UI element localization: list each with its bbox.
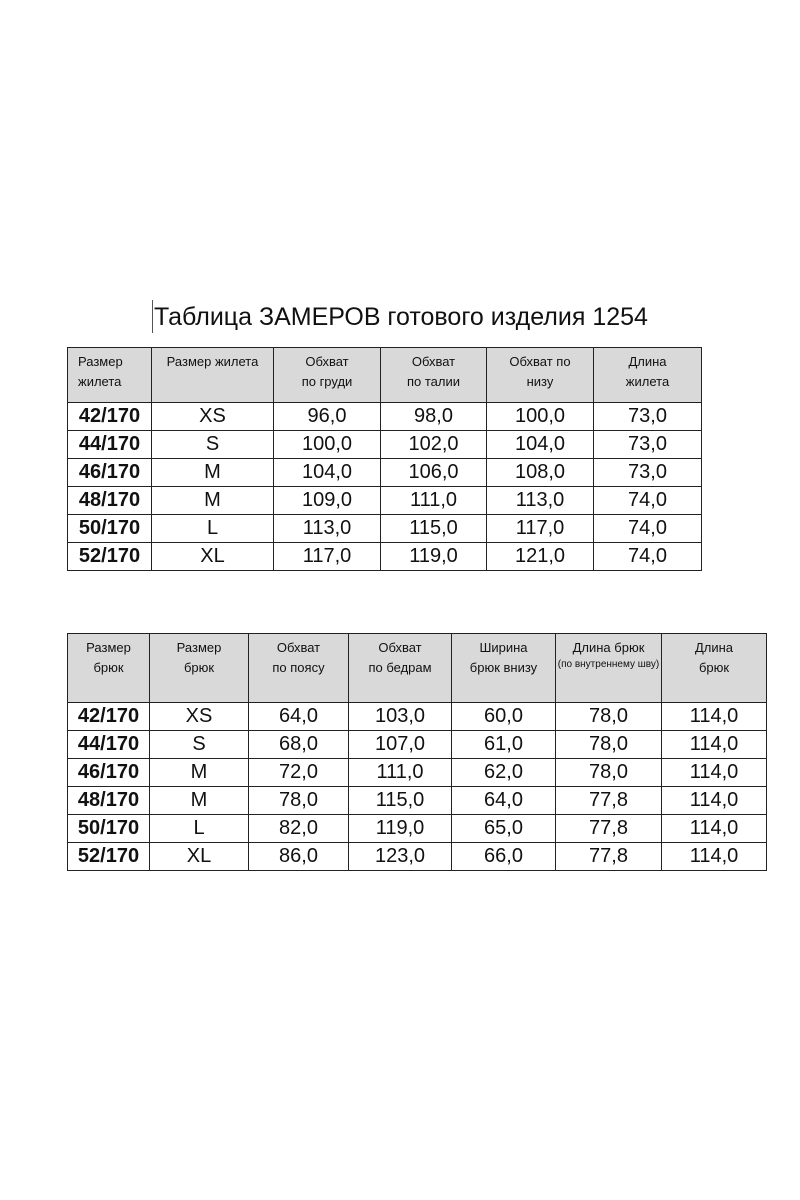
- vest-cell-waist: 119,0: [381, 543, 487, 571]
- pants-cell-length: 114,0: [662, 787, 767, 815]
- pants-cell-waist: 64,0: [249, 703, 349, 731]
- pants-cell-size-code: 50/170: [68, 815, 150, 843]
- pants-cell-waist: 72,0: [249, 759, 349, 787]
- vest-cell-waist: 98,0: [381, 403, 487, 431]
- pants-header-waist-line2: по поясу: [272, 660, 325, 675]
- pants-cell-length: 114,0: [662, 703, 767, 731]
- pants-cell-size-code: 48/170: [68, 787, 150, 815]
- vest-cell-size-code: 46/170: [68, 459, 152, 487]
- vest-cell-length: 73,0: [594, 431, 702, 459]
- vest-cell-bottom: 117,0: [487, 515, 594, 543]
- vest-row: [68, 487, 702, 515]
- pants-header-hips: [349, 634, 452, 703]
- vest-cell-size-code: 42/170: [68, 403, 152, 431]
- vest-cell-size-code: 52/170: [68, 543, 152, 571]
- vest-cell-waist: 115,0: [381, 515, 487, 543]
- vest-header-size-code-line1: Размер: [78, 354, 123, 369]
- vest-row: [68, 515, 702, 543]
- pants-row: [68, 787, 767, 815]
- vest-header-size-letter: [152, 348, 274, 403]
- vest-row: [68, 543, 702, 571]
- pants-cell-waist: 78,0: [249, 787, 349, 815]
- pants-cell-size-letter: L: [150, 815, 249, 843]
- pants-header-size-letter-line2: брюк: [183, 660, 215, 675]
- pants-header-size-code: [68, 634, 150, 703]
- pants-header-size-letter-line1: Размер: [176, 640, 222, 655]
- pants-cell-inseam-length: 77,8: [556, 787, 662, 815]
- pants-cell-size-code: 44/170: [68, 731, 150, 759]
- pants-header-length: [662, 634, 767, 703]
- vest-cell-length: 74,0: [594, 515, 702, 543]
- pants-cell-waist: 68,0: [249, 731, 349, 759]
- vest-cell-size-code: 50/170: [68, 515, 152, 543]
- pants-cell-size-code: 42/170: [68, 703, 150, 731]
- pants-cell-length: 114,0: [662, 759, 767, 787]
- pants-header-waist: [249, 634, 349, 703]
- vest-cell-chest: 113,0: [274, 515, 381, 543]
- vest-header-bottom-line2: низу: [526, 374, 554, 389]
- pants-cell-size-code: 46/170: [68, 759, 150, 787]
- vest-cell-size-letter: M: [152, 459, 274, 487]
- vest-header-size-letter-line1: Размер жилета: [166, 354, 259, 369]
- pants-cell-length: 114,0: [662, 731, 767, 759]
- pants-row: [68, 843, 767, 871]
- vest-header-length: [594, 348, 702, 403]
- vest-header-waist-line2: по талии: [406, 374, 461, 389]
- pants-header-bottom-width-line1: Ширина: [479, 640, 528, 655]
- vest-row: [68, 431, 702, 459]
- vest-cell-waist: 102,0: [381, 431, 487, 459]
- pants-cell-size-code: 52/170: [68, 843, 150, 871]
- pants-cell-length: 114,0: [662, 843, 767, 871]
- vest-cell-chest: 100,0: [274, 431, 381, 459]
- vest-header-waist-line1: Обхват: [411, 354, 456, 369]
- pants-cell-size-letter: M: [150, 759, 249, 787]
- vest-cell-length: 73,0: [594, 403, 702, 431]
- vest-cell-bottom: 113,0: [487, 487, 594, 515]
- vest-header-chest-line2: по груди: [301, 374, 353, 389]
- vest-cell-bottom: 121,0: [487, 543, 594, 571]
- pants-cell-hips: 115,0: [349, 787, 452, 815]
- pants-row: [68, 759, 767, 787]
- vest-header-waist: [381, 348, 487, 403]
- pants-header-inseam-length: [556, 634, 662, 703]
- vest-row: [68, 403, 702, 431]
- pants-header-size-code-line2: брюк: [93, 660, 124, 675]
- vest-cell-size-letter: L: [152, 515, 274, 543]
- vest-header-size-code-line2: жилета: [78, 374, 122, 389]
- vest-cell-size-letter: S: [152, 431, 274, 459]
- vest-cell-waist: 106,0: [381, 459, 487, 487]
- vest-cell-size-code: 44/170: [68, 431, 152, 459]
- vest-header-length-line1: Длина: [628, 354, 667, 369]
- pants-header-bottom-width: [452, 634, 556, 703]
- pants-header-hips-line2: по бедрам: [368, 660, 432, 675]
- vest-header-length-line2: жилета: [625, 374, 670, 389]
- vest-header-chest-line1: Обхват: [305, 354, 349, 369]
- vest-header-size-code: [68, 348, 152, 403]
- vest-cell-bottom: 108,0: [487, 459, 594, 487]
- vest-measurements-table: [67, 347, 702, 571]
- pants-cell-hips: 123,0: [349, 843, 452, 871]
- vest-cell-size-letter: XS: [152, 403, 274, 431]
- vest-cell-waist: 111,0: [381, 487, 487, 515]
- text-cursor: [152, 300, 153, 333]
- pants-header-waist-line1: Обхват: [276, 640, 321, 655]
- pants-cell-bottom-width: 60,0: [452, 703, 556, 731]
- vest-header-bottom: [487, 348, 594, 403]
- vest-cell-bottom: 100,0: [487, 403, 594, 431]
- pants-cell-size-letter: S: [150, 731, 249, 759]
- pants-cell-length: 114,0: [662, 815, 767, 843]
- pants-header-hips-line1: Обхват: [378, 640, 422, 655]
- pants-cell-hips: 103,0: [349, 703, 452, 731]
- pants-cell-inseam-length: 77,8: [556, 815, 662, 843]
- vest-cell-size-letter: XL: [152, 543, 274, 571]
- vest-cell-length: 74,0: [594, 487, 702, 515]
- pants-cell-waist: 86,0: [249, 843, 349, 871]
- pants-cell-bottom-width: 66,0: [452, 843, 556, 871]
- vest-cell-size-code: 48/170: [68, 487, 152, 515]
- vest-header-bottom-line1: Обхват по: [509, 354, 571, 369]
- pants-cell-inseam-length: 78,0: [556, 703, 662, 731]
- pants-header-size-code-line1: Размер: [86, 640, 131, 655]
- pants-cell-bottom-width: 62,0: [452, 759, 556, 787]
- pants-cell-waist: 82,0: [249, 815, 349, 843]
- vest-cell-chest: 117,0: [274, 543, 381, 571]
- pants-measurements-table: [67, 633, 767, 871]
- vest-cell-length: 73,0: [594, 459, 702, 487]
- pants-row: [68, 731, 767, 759]
- pants-header-row: [68, 634, 767, 703]
- vest-header-row: [68, 348, 702, 403]
- pants-cell-size-letter: XL: [150, 843, 249, 871]
- vest-cell-chest: 109,0: [274, 487, 381, 515]
- pants-cell-inseam-length: 77,8: [556, 843, 662, 871]
- vest-header-chest: [274, 348, 381, 403]
- pants-cell-size-letter: XS: [150, 703, 249, 731]
- vest-cell-length: 74,0: [594, 543, 702, 571]
- page-title: Таблица ЗАМЕРОВ готового изделия 1254: [154, 303, 648, 331]
- vest-cell-chest: 104,0: [274, 459, 381, 487]
- pants-header-bottom-width-line2: брюк внизу: [469, 660, 538, 675]
- pants-cell-bottom-width: 61,0: [452, 731, 556, 759]
- vest-cell-chest: 96,0: [274, 403, 381, 431]
- pants-header-length-line1: Длина: [694, 640, 734, 655]
- pants-cell-bottom-width: 65,0: [452, 815, 556, 843]
- pants-row: [68, 815, 767, 843]
- pants-header-inseam-note: (по внутреннему шву): [557, 659, 660, 670]
- pants-header-length-line2: брюк: [698, 660, 730, 675]
- pants-cell-size-letter: M: [150, 787, 249, 815]
- pants-cell-hips: 119,0: [349, 815, 452, 843]
- pants-header-inseam-length-line1: Длина брюк: [572, 640, 645, 655]
- pants-cell-bottom-width: 64,0: [452, 787, 556, 815]
- pants-row: [68, 703, 767, 731]
- pants-cell-hips: 111,0: [349, 759, 452, 787]
- pants-cell-hips: 107,0: [349, 731, 452, 759]
- vest-cell-bottom: 104,0: [487, 431, 594, 459]
- pants-cell-inseam-length: 78,0: [556, 731, 662, 759]
- pants-header-size-letter: [150, 634, 249, 703]
- vest-cell-size-letter: M: [152, 487, 274, 515]
- vest-row: [68, 459, 702, 487]
- pants-cell-inseam-length: 78,0: [556, 759, 662, 787]
